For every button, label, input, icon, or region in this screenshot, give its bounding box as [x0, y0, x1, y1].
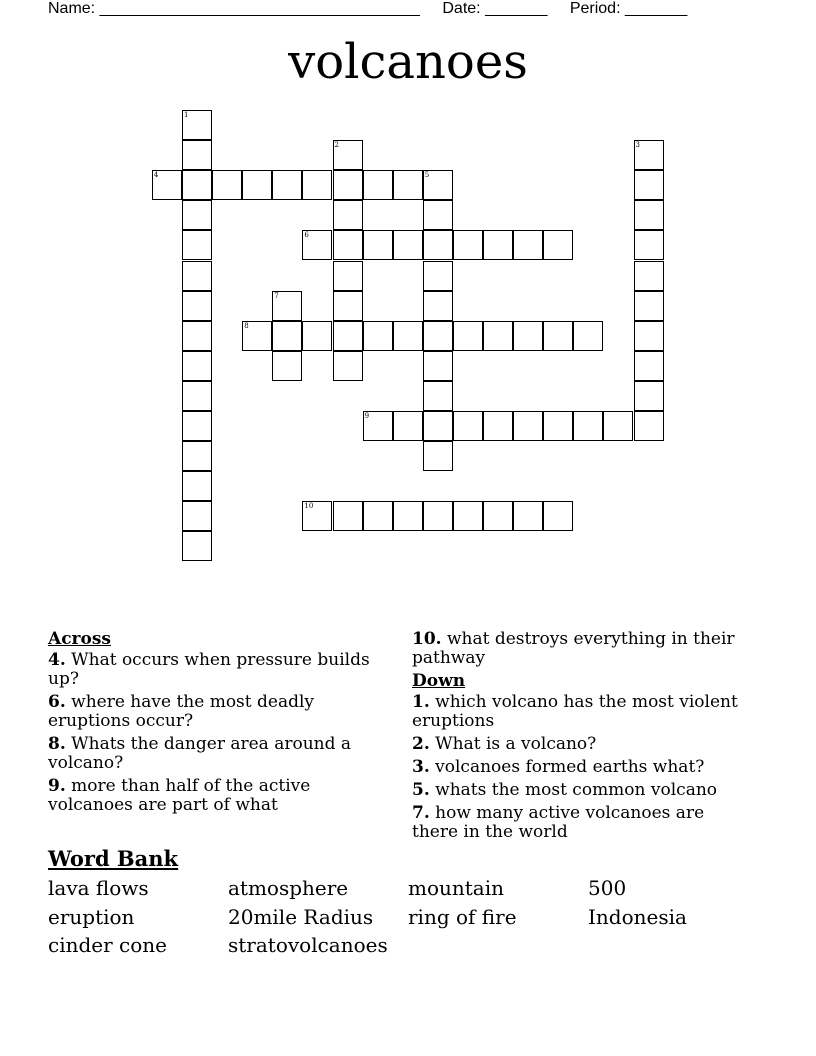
crossword-cell[interactable] — [543, 411, 573, 441]
crossword-cell[interactable] — [483, 501, 513, 531]
crossword-cell[interactable] — [423, 441, 453, 471]
clue-down-2 — [412, 735, 752, 754]
clue-number: 2. — [412, 734, 430, 754]
crossword-cell[interactable] — [423, 381, 453, 411]
crossword-cell[interactable] — [423, 321, 453, 351]
crossword-cell[interactable] — [634, 140, 664, 170]
crossword-cell[interactable] — [182, 531, 212, 561]
cell-number: 3 — [635, 141, 640, 150]
crossword-cell[interactable] — [634, 230, 664, 260]
clue-number: 4. — [48, 650, 66, 670]
crossword-cell[interactable] — [363, 501, 393, 531]
clue-number: 7. — [412, 803, 430, 823]
cell-number: 5 — [424, 171, 430, 180]
clue-text: whats the most common volcano — [435, 780, 718, 800]
word-bank — [48, 874, 768, 960]
crossword-cell[interactable] — [363, 170, 393, 200]
clues-right-column — [412, 630, 752, 846]
crossword-cell[interactable] — [453, 501, 483, 531]
crossword-cell[interactable] — [182, 411, 212, 441]
crossword-cell[interactable] — [272, 291, 302, 321]
clue-across-8 — [48, 735, 378, 773]
crossword-cell[interactable] — [272, 170, 302, 200]
clue-down-3 — [412, 758, 752, 777]
clue-across-10 — [412, 630, 752, 668]
cell-number: 2 — [334, 141, 339, 150]
word-bank-item: stratovolcanoes — [228, 933, 388, 957]
word-bank-item: mountain — [408, 876, 505, 900]
crossword-cell[interactable] — [634, 261, 664, 291]
crossword-cell[interactable] — [182, 140, 212, 170]
clue-text: where have the most deadly eruptions occur? — [48, 692, 315, 731]
crossword-cell[interactable] — [302, 321, 332, 351]
crossword-cell[interactable] — [634, 351, 664, 381]
crossword-cell[interactable] — [363, 230, 393, 260]
crossword-cell[interactable] — [453, 411, 483, 441]
crossword-cell[interactable] — [453, 321, 483, 351]
crossword-cell[interactable] — [333, 170, 363, 200]
crossword-cell[interactable] — [393, 321, 423, 351]
crossword-cell[interactable] — [513, 411, 543, 441]
word-bank-item: 20mile Radius — [228, 904, 374, 929]
clue-across-6 — [48, 693, 378, 731]
crossword-cell[interactable] — [513, 501, 543, 531]
crossword-cell[interactable] — [423, 291, 453, 321]
cell-number: 4 — [153, 171, 159, 180]
crossword-cell[interactable] — [634, 381, 664, 411]
crossword-cell[interactable] — [573, 321, 603, 351]
crossword-cell[interactable] — [182, 200, 212, 230]
clue-text: What is a volcano? — [435, 734, 597, 754]
down-heading: Down — [412, 671, 466, 691]
crossword-cell[interactable] — [543, 321, 573, 351]
crossword-cell[interactable] — [333, 351, 363, 381]
crossword-cell[interactable] — [543, 230, 573, 260]
crossword-cell[interactable] — [272, 351, 302, 381]
clue-text: volcanoes formed earths what? — [435, 757, 705, 777]
clue-across-4 — [48, 651, 378, 689]
crossword-cell[interactable] — [152, 170, 182, 200]
word-bank-item: eruption — [48, 904, 135, 929]
crossword-cell[interactable] — [182, 441, 212, 471]
crossword-cell[interactable] — [182, 261, 212, 291]
crossword-cell[interactable] — [483, 411, 513, 441]
page-title: volcanoes — [288, 34, 528, 90]
crossword-cell[interactable] — [423, 170, 453, 200]
crossword-cell[interactable] — [182, 110, 212, 140]
clue-number: 5. — [412, 780, 430, 800]
cell-number: 7 — [274, 291, 279, 300]
crossword-cell[interactable] — [182, 351, 212, 381]
crossword-cell[interactable] — [423, 351, 453, 381]
clue-number: 1. — [412, 692, 430, 712]
crossword-cell[interactable] — [333, 291, 363, 321]
across-heading: Across — [48, 629, 111, 649]
crossword-cell[interactable] — [333, 230, 363, 260]
crossword-cell[interactable] — [543, 501, 573, 531]
clue-down-1 — [412, 693, 752, 731]
crossword-cell[interactable] — [453, 230, 483, 260]
crossword-cell[interactable] — [423, 501, 453, 531]
crossword-cell[interactable] — [182, 321, 212, 351]
crossword-cell[interactable] — [302, 501, 332, 531]
clue-number: 9. — [48, 776, 66, 796]
crossword-cell[interactable] — [182, 230, 212, 260]
clue-across-9 — [48, 777, 378, 815]
crossword-cell[interactable] — [423, 411, 453, 441]
clue-number: 6. — [48, 692, 66, 712]
crossword-cell[interactable] — [634, 411, 664, 441]
crossword-cell[interactable] — [212, 170, 242, 200]
crossword-cell[interactable] — [182, 170, 212, 200]
word-bank-item: lava flows — [48, 876, 149, 900]
crossword-cell[interactable] — [333, 501, 363, 531]
clue-text: What occurs when pressure builds up? — [48, 650, 370, 689]
clue-number: 8. — [48, 734, 66, 754]
crossword-cell[interactable] — [182, 471, 212, 501]
crossword-cell[interactable] — [363, 411, 393, 441]
clue-text: more than half of the active volcanoes are part of what — [48, 776, 311, 815]
crossword-cell[interactable] — [634, 321, 664, 351]
clue-number: 10. — [412, 629, 442, 649]
crossword-cell[interactable] — [423, 200, 453, 230]
crossword-cell[interactable] — [483, 230, 513, 260]
crossword-cell[interactable] — [182, 291, 212, 321]
word-bank-item: atmosphere — [228, 876, 349, 900]
clues-left-column — [48, 630, 378, 819]
crossword-cell[interactable] — [393, 411, 423, 441]
crossword-cell[interactable] — [242, 170, 272, 200]
word-bank-item: cinder cone — [48, 933, 167, 957]
crossword-cell[interactable] — [333, 321, 363, 351]
crossword-cell[interactable] — [634, 200, 664, 230]
clue-down-7 — [412, 804, 752, 842]
crossword-cell[interactable] — [393, 170, 423, 200]
crossword-cell[interactable] — [393, 230, 423, 260]
word-bank-title: Word Bank — [48, 846, 179, 871]
crossword-cell[interactable] — [513, 321, 543, 351]
crossword-cell[interactable] — [333, 261, 363, 291]
crossword-cell[interactable] — [513, 230, 543, 260]
cell-number: 8 — [244, 321, 249, 330]
crossword-cell[interactable] — [423, 261, 453, 291]
clue-number: 3. — [412, 757, 430, 777]
crossword-cell[interactable] — [333, 200, 363, 230]
clue-down-5 — [412, 781, 752, 800]
period-field[interactable]: Period: _______ — [569, 0, 688, 17]
crossword-cell[interactable] — [423, 230, 453, 260]
cell-number: 6 — [304, 231, 309, 240]
cell-number: 10 — [304, 502, 314, 511]
clue-text: how many active volcanoes are there in the world — [412, 803, 705, 842]
crossword-cell[interactable] — [634, 291, 664, 321]
crossword-cell[interactable] — [483, 321, 513, 351]
crossword-cell[interactable] — [272, 321, 302, 351]
cell-number: 1 — [184, 111, 189, 119]
clue-text: Whats the danger area around a volcano? — [48, 734, 352, 773]
crossword-cell[interactable] — [182, 501, 212, 531]
word-bank-item: Indonesia — [588, 904, 687, 929]
crossword-cell[interactable] — [302, 170, 332, 200]
word-bank-item: ring of fire — [408, 904, 517, 929]
clue-text: which volcano has the most violent eruptions — [412, 692, 738, 731]
clue-text: what destroys everything in their pathway — [412, 629, 735, 668]
crossword-cell[interactable] — [302, 230, 332, 260]
crossword-cell[interactable] — [634, 170, 664, 200]
crossword-cell[interactable] — [603, 411, 633, 441]
crossword-cell[interactable] — [333, 140, 363, 170]
word-bank-item: 500 — [588, 876, 627, 900]
crossword-cell[interactable] — [363, 321, 393, 351]
name-field[interactable]: Name: ____________________________________ — [48, 0, 420, 17]
date-field[interactable]: Date: _______ — [442, 0, 548, 17]
crossword-cell[interactable] — [573, 411, 603, 441]
crossword-cell[interactable] — [242, 321, 272, 351]
crossword-cell[interactable] — [182, 381, 212, 411]
crossword-cell[interactable] — [393, 501, 423, 531]
cell-number: 9 — [364, 412, 370, 420]
